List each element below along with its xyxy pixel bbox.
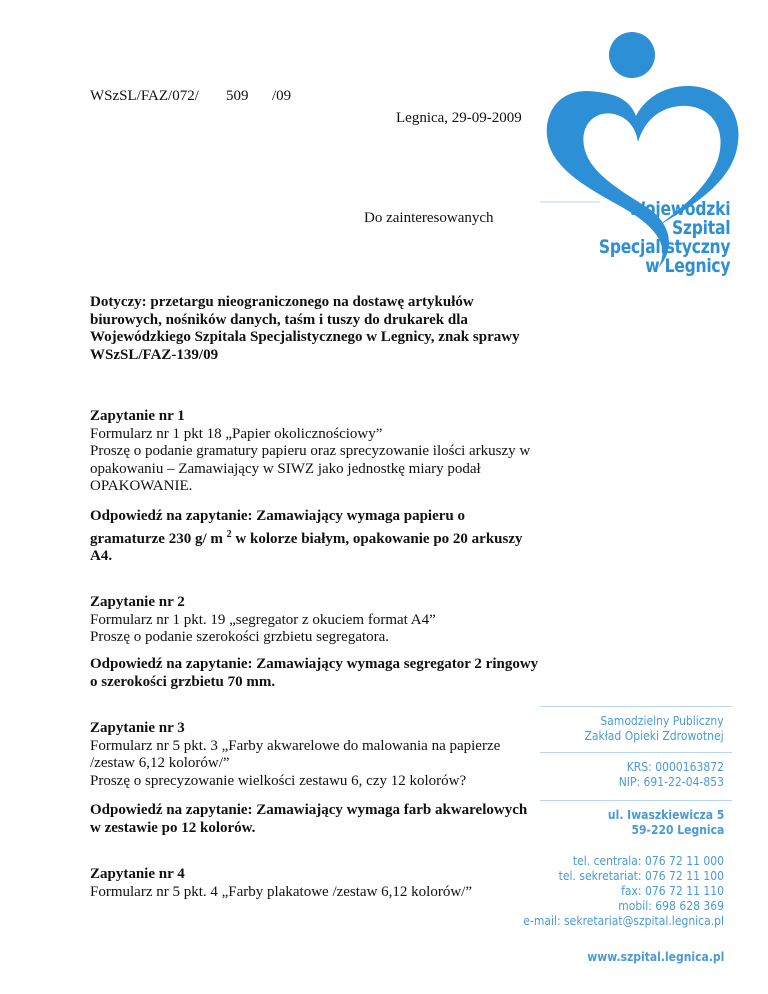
org-line: Samodzielny Publiczny bbox=[600, 714, 724, 728]
question-title: Zapytanie nr 3 bbox=[90, 720, 185, 736]
subject-line: WSzSL/FAZ-139/09 bbox=[90, 346, 219, 363]
answer-1 bbox=[90, 508, 523, 566]
hospital-name-line: Specjalistyczny bbox=[598, 236, 730, 258]
question-line: OPAKOWANIE. bbox=[90, 478, 193, 494]
divider bbox=[540, 800, 732, 801]
subject-line: Dotyczy: przetargu nieograniczonego na dostawę artykułów bbox=[90, 294, 474, 310]
answer-text: gramaturze 230 g/ m bbox=[90, 530, 227, 547]
divider bbox=[540, 706, 732, 707]
krs: KRS: 0000163872 bbox=[626, 760, 724, 774]
question-line: Formularz nr 5 pkt. 4 „Farby plakatowe /zestaw 6,12 kolorów/” bbox=[90, 883, 472, 900]
answer-line: Odpowiedź na zapytanie: Zamawiający wymaga farb akwarelowych bbox=[90, 802, 528, 818]
question-line: Formularz nr 1 pkt 18 „Papier okolicznościowy” bbox=[90, 425, 383, 442]
addressee: Do zainteresowanych bbox=[364, 210, 494, 226]
question-line: Proszę o sprecyzowanie wielkości zestawu 6, czy 12 kolorów? bbox=[90, 772, 467, 789]
fax: fax: 076 72 11 110 bbox=[621, 884, 724, 898]
question-line: Proszę o podanie gramatury papieru oraz sprecyzowanie ilości arkuszy w bbox=[90, 443, 531, 459]
question-title: Zapytanie nr 4 bbox=[90, 866, 185, 882]
answer-line: Odpowiedź na zapytanie: Zamawiający wymaga papieru o bbox=[90, 508, 465, 524]
subject bbox=[90, 294, 520, 364]
place-date: Legnica, 29-09-2009 bbox=[396, 110, 522, 126]
phone-secretariat: tel. sekretariat: 076 72 11 100 bbox=[558, 869, 724, 883]
ref-year: /09 bbox=[272, 88, 292, 104]
question-title: Zapytanie nr 2 bbox=[90, 594, 185, 610]
divider bbox=[540, 752, 732, 753]
nip: NIP: 691-22-04-853 bbox=[618, 775, 724, 789]
hospital-name-line: Wojewódzki bbox=[628, 198, 730, 220]
subject-line: Wojewódzkiego Szpitala Specjalistycznego w Legnicy, znak sprawy bbox=[90, 329, 520, 345]
question-1 bbox=[90, 408, 530, 496]
answer-3 bbox=[90, 802, 527, 837]
registry-ids bbox=[619, 760, 724, 790]
city: 59-220 Legnica bbox=[631, 823, 724, 837]
answer-line: o szerokości grzbietu 70 mm. bbox=[90, 673, 276, 690]
answer-line bbox=[90, 656, 538, 674]
email: e-mail: sekretariat@szpital.legnica.pl bbox=[523, 914, 724, 928]
contacts bbox=[523, 854, 724, 929]
answer-2 bbox=[90, 656, 538, 691]
mobile: mobil: 698 628 369 bbox=[618, 899, 724, 913]
question-line: Formularz nr 1 pkt. 19 „segregator z okuciem format A4” bbox=[90, 611, 436, 628]
answer-text: w kolorze białym, opakowanie po 20 arkuszy bbox=[231, 530, 523, 547]
answer-line: w zestawie po 12 kolorów. bbox=[90, 819, 256, 836]
street: ul. Iwaszkiewicza 5 bbox=[607, 808, 724, 822]
answer-lead: Odpowiedź na zapytanie bbox=[90, 656, 248, 672]
question-line: Proszę o podanie szerokości grzbietu segregatora. bbox=[90, 629, 390, 645]
answer-rest: : Zamawiający wymaga segregator 2 ringowy bbox=[247, 656, 539, 672]
phone-central: tel. centrala: 076 72 11 000 bbox=[572, 854, 724, 868]
question-line: opakowaniu – Zamawiający w SIWZ jako jednostkę miary podał bbox=[90, 460, 481, 477]
question-4 bbox=[90, 866, 472, 901]
hospital-name bbox=[599, 200, 730, 276]
hospital-name-line: w Legnicy bbox=[644, 255, 730, 277]
ref-code: WSzSL/FAZ/072/ bbox=[90, 88, 199, 104]
subject-line: biurowych, nośników danych, taśm i tuszy do drukarek dla bbox=[90, 311, 468, 328]
address bbox=[608, 808, 724, 838]
superscript: 2 bbox=[226, 528, 232, 540]
answer-line bbox=[90, 526, 523, 549]
hospital-name-line: Szpital bbox=[671, 217, 730, 239]
ref-number: 509 bbox=[226, 88, 249, 104]
question-title: Zapytanie nr 1 bbox=[90, 408, 185, 424]
question-line: Formularz nr 5 pkt. 3 „Farby akwarelowe do malowania na papierze bbox=[90, 737, 501, 754]
website: www.szpital.legnica.pl bbox=[586, 950, 724, 964]
question-line: /zestaw 6,12 kolorów/” bbox=[90, 755, 230, 771]
question-2 bbox=[90, 594, 436, 647]
org-type bbox=[585, 714, 724, 744]
question-3 bbox=[90, 720, 500, 790]
answer-line: A4. bbox=[90, 548, 113, 564]
org-line: Zakład Opieki Zdrowotnej bbox=[584, 729, 724, 743]
